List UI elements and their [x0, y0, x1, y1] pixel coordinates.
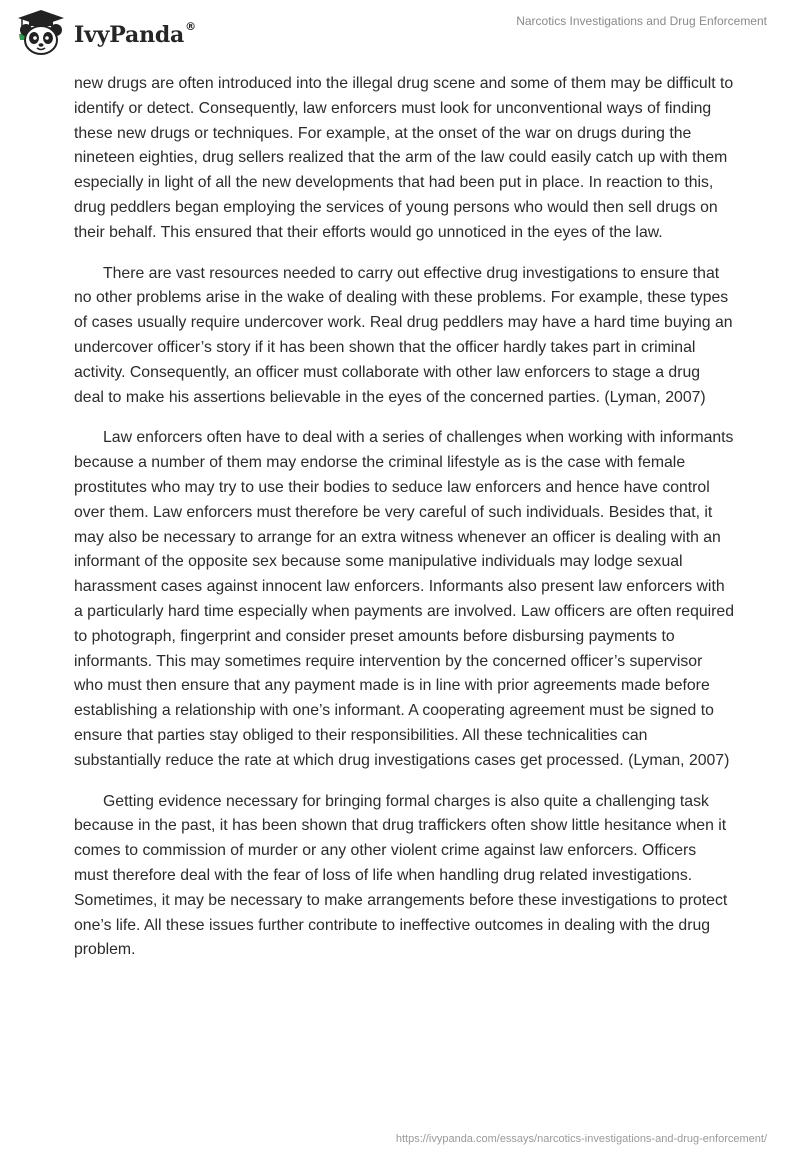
paragraph: There are vast resources needed to carry out effective drug investigations to ensure that no other problems arise in the wake of dealing with these problems. For example, these types of cases usually require undercover work. Real drug peddlers may have a hard time buying an undercover officer’s story if it has been shown that the officer hardly takes part in criminal activity. Consequently, an officer must collaborate with other law enforcers to stage a drug deal to make his assertions believable in the eyes of the concerned parties. (Lyman, 2007) [74, 264, 733, 406]
document-title: Narcotics Investigations and Drug Enforcement [516, 14, 767, 28]
registered-mark: ® [185, 20, 196, 33]
brand-name: IvyPanda® [74, 20, 196, 48]
paragraph: new drugs are often introduced into the illegal drug scene and some of them may be difficult to identify or detect. Consequently, law enforcers must look for unconventional ways of finding these new drugs or techniques. For example, at the onset of the war on drugs during the nineteen eighties, drug sellers realized that the arm of the law could easily catch up with them especially in light of all the new developments that had been put in place. In reaction to this, drug peddlers began employing the services of young persons who would then sell drugs on their behalf. This ensured that their efforts would go unnoticed in the eyes of the law. [74, 75, 734, 241]
page-header [0, 0, 800, 70]
brand-logo[interactable] [14, 8, 196, 58]
panda-logo-icon [14, 8, 68, 58]
paragraph: Getting evidence necessary for bringing formal charges is also quite a challenging task because in the past, it has been shown that drug traffickers often show little hesitance when it comes to commission of murder or any other violent crime against law enforcers. Officers must therefore deal with the fear of loss of life when handling drug related investigations. Sometimes, it may be necessary to make arrangements before these investigations to protect one’s life. All these issues further contribute to ineffective outcomes in dealing with the drug problem. [74, 792, 728, 959]
source-url[interactable]: https://ivypanda.com/essays/narcotics-investigations-and-drug-enforcement/ [395, 1133, 767, 1145]
essay-body [74, 72, 734, 979]
paragraph: Law enforcers often have to deal with a series of challenges when working with informants because a number of them may endorse the criminal lifestyle as is the case with female prostitutes who may try to use their bodies to seduce law enforcers and hence have control over them. Law enforcers must therefore be very careful of such individuals. Besides that, it may also be necessary to arrange for an extra witness whenever an officer is dealing with an informant of the opposite sex because some manipulative individuals may lodge sexual harassment cases against innocent law enforcers. Informants also present law enforcers with a particularly hard time especially when payments are involved. Law officers are often required to photograph, fingerprint and consider preset amounts before disbursing payments to informants. This may sometimes require intervention by the concerned officer’s supervisor who must then ensure that any payment made is in line with prior agreements made before establishing a relationship with one’s informant. A cooperating agreement must be signed to ensure that parties stay obliged to their responsibilities. All these technicalities can substantially reduce the rate at which drug investigations cases get processed. (Lyman, 2007) [74, 429, 735, 769]
